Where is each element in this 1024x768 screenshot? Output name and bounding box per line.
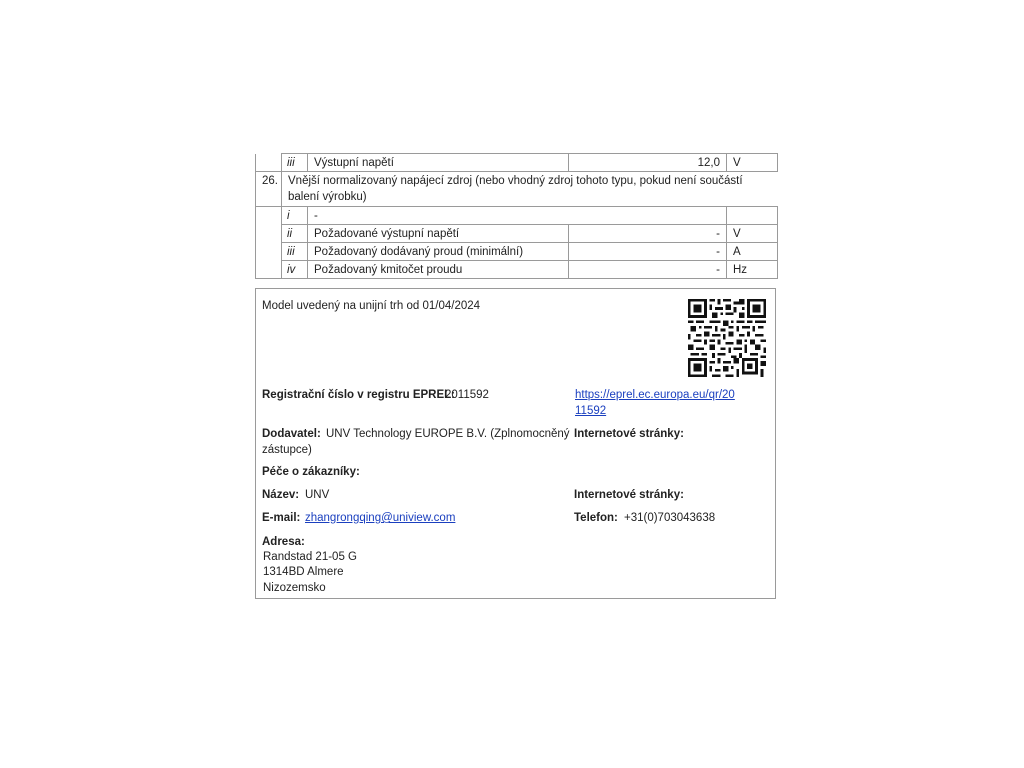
number-cell xyxy=(256,225,282,243)
care-name-label: Název: xyxy=(262,489,300,501)
supplier-name-continued: zástupce) xyxy=(262,444,312,456)
number-cell xyxy=(256,243,282,261)
row-value: - xyxy=(569,225,727,243)
supplier-website-label: Internetové stránky: xyxy=(574,428,684,440)
number-cell xyxy=(256,154,282,172)
row-description: Výstupní napětí xyxy=(308,154,569,172)
row-description: Požadovaný kmitočet proudu xyxy=(308,261,569,279)
table-row xyxy=(256,243,778,261)
row-index: i xyxy=(282,207,308,225)
row-value: - xyxy=(569,261,727,279)
qr-code-icon[interactable] xyxy=(688,299,766,377)
row-index: iii xyxy=(282,154,308,172)
table-row xyxy=(256,172,778,207)
row-unit: V xyxy=(727,225,778,243)
customer-care-label: Péče o zákazníky: xyxy=(262,466,360,478)
spec-table xyxy=(255,153,778,279)
row-unit: V xyxy=(727,154,778,172)
table-row xyxy=(256,261,778,279)
email-link[interactable]: zhangrongqing@uniview.com xyxy=(305,512,456,524)
number-cell xyxy=(256,261,282,279)
row-number: 26. xyxy=(256,172,282,207)
care-name-value: UNV xyxy=(305,489,330,501)
model-date: Model uvedený na unijní trh od 01/04/2024 xyxy=(262,300,481,312)
eprel-link-line2: 11592 xyxy=(575,405,607,417)
number-cell xyxy=(256,207,282,225)
address-label: Adresa: xyxy=(262,536,305,548)
row-value: - xyxy=(569,243,727,261)
product-info-box xyxy=(255,288,776,599)
row-index: iii xyxy=(282,243,308,261)
row-index: iv xyxy=(282,261,308,279)
supplier-name: UNV Technology EUROPE B.V. (Zplnomocněný xyxy=(326,428,570,440)
eprel-link-line1: https://eprel.ec.europa.eu/qr/20 xyxy=(575,389,735,401)
eprel-link-continued[interactable] xyxy=(575,403,606,419)
table-row xyxy=(256,207,778,225)
row-index: ii xyxy=(282,225,308,243)
row-unit: Hz xyxy=(727,261,778,279)
row-unit xyxy=(727,207,778,225)
address-line-country: Nizozemsko xyxy=(263,582,326,594)
row-description: Požadovaný dodávaný proud (minimální) xyxy=(308,243,569,261)
phone-value: +31(0)703043638 xyxy=(624,512,716,524)
registration-number: 2011592 xyxy=(445,389,489,401)
address-line-city: 1314BD Almere xyxy=(263,566,344,578)
row-description: - xyxy=(308,207,727,225)
row-description: Požadované výstupní napětí xyxy=(308,225,569,243)
phone-label: Telefon: xyxy=(574,512,618,524)
address-line-street: Randstad 21-05 G xyxy=(263,551,357,563)
row-unit: A xyxy=(727,243,778,261)
care-website-label: Internetové stránky: xyxy=(574,489,684,501)
supplier-label: Dodavatel: xyxy=(262,428,321,440)
email-label: E-mail: xyxy=(262,512,301,524)
table-row xyxy=(256,225,778,243)
table-row xyxy=(256,154,778,172)
row-description: Vnější normalizovaný napájecí zdroj (nebo vhodný zdroj tohoto typu, pokud není součástí balení výrobku) xyxy=(282,172,778,207)
registration-label: Registrační číslo v registru EPREL: xyxy=(262,389,456,401)
eprel-link[interactable] xyxy=(575,387,735,403)
row-value: 12,0 xyxy=(569,154,727,172)
